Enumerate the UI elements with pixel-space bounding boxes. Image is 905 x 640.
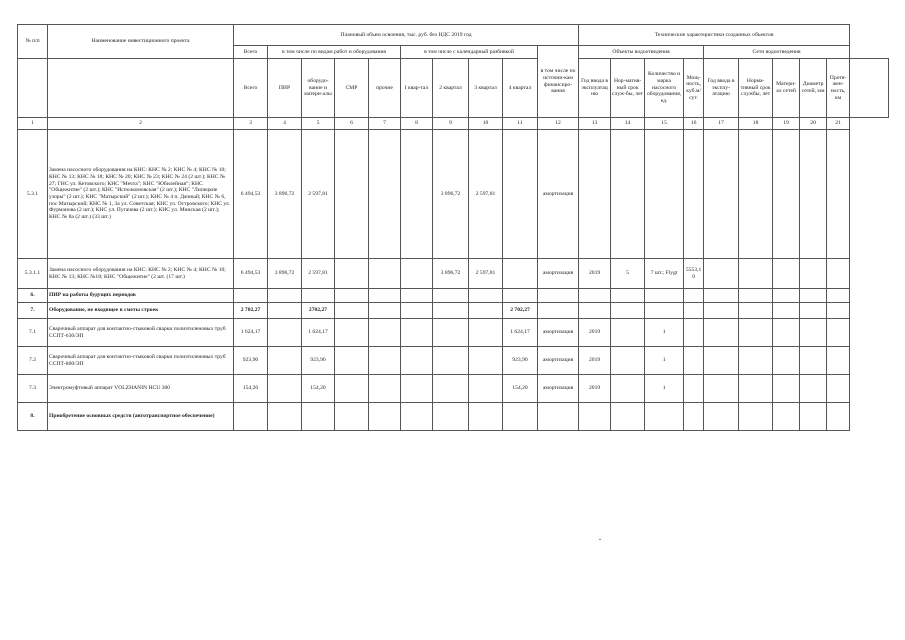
col-number: 11 <box>503 118 538 130</box>
row-source: амортизация <box>538 347 579 375</box>
row-q4: 1 624,17 <box>503 319 538 347</box>
row-q2: 3 896,72 <box>433 259 469 289</box>
q1-header: I квар-тал <box>401 59 433 118</box>
col-number: 16 <box>684 118 704 130</box>
row-num: 5.3.1.1 <box>18 259 48 289</box>
row-year: 2019 <box>579 259 611 289</box>
col-number: 5 <box>302 118 335 130</box>
row-pir: 3 896,72 <box>268 259 302 289</box>
col-number: 3 <box>234 118 268 130</box>
row-num: 7.1 <box>18 319 48 347</box>
by-quarter-header: в том числе с календарный разбивкой <box>401 46 538 59</box>
total-top-header: Всего <box>234 46 268 59</box>
q4-header: 4 квартал <box>503 59 538 118</box>
col-number: 9 <box>433 118 469 130</box>
sources-header: в том числе по источни-кам финансиро-вания <box>538 46 579 118</box>
row-name: Сварочный аппарат для контактно-стыковой сварки полиэтиленовых труб ССПТ-630/ЭП <box>48 319 234 347</box>
year-commission-header: Год ввода в эксплуатацию <box>579 59 611 118</box>
row-equipment: 923,90 <box>302 347 335 375</box>
col-number: 12 <box>538 118 579 130</box>
header-row-1 <box>18 25 889 46</box>
equipment-header: оборудо-вание и матери-алы <box>302 59 335 118</box>
capacity-header: Мощ-ность, куб.м/сут. <box>684 59 704 118</box>
row-q3: 2 597,81 <box>469 130 503 259</box>
row-source: амортизация <box>538 130 579 259</box>
norm-life2-header: Норма-тивный срок службы, лет <box>739 59 773 118</box>
plan-volume-header: Плановый объем освоения, тыс. руб. без НДС 2019 год <box>234 25 579 46</box>
col-number: 15 <box>645 118 684 130</box>
row-q2: 3 896,72 <box>433 130 469 259</box>
col-number: 17 <box>704 118 739 130</box>
by-work-type-header: в том числе по видам работ и оборудования <box>268 46 401 59</box>
row-qty: 1 <box>645 319 684 347</box>
row-num: 6. <box>18 289 48 303</box>
row-equipment: 2 597,81 <box>302 259 335 289</box>
row-name: Замена насосного оборудования на КНС: КНС № 2; КНС № 4; КНС № 10; КНС № 13; КНС № 18; КНС № 20; КНС № 23; КНС № 24 (2 шт.); КНС № 27; ГНС ул. Кетовского; КНС "Мечта"; КНС "Юбилейная"; КНС "Общежитие" (2 шт.); КНС "Исполкомовская" (2 шт.); КНС "Липецкие узоры" (2 шт.); КНС "Матырский" (2 шт.); КНС № 4 п. Дачный; КНС № 6, пос Матырский; КНС № 1, 3а ул. Советская; КНС ул. Островского; КНС ул. Фурманова (2 шт.); КНС ул. Пугачева (2 шт.); КНС ул. Минская (2 шт.); КНС № 8а (2 шт.) (33 шт.) <box>48 130 234 259</box>
col-number: 7 <box>369 118 401 130</box>
row-total: 923,90 <box>234 347 268 375</box>
row-equipment: 2 597,81 <box>302 130 335 259</box>
col-number: 2 <box>48 118 234 130</box>
row-name: Электромуфтовый аппарат VOLZHANIN HCU 300 <box>48 375 234 403</box>
row-year: 2019 <box>579 347 611 375</box>
row-capacity: 5553,10 <box>684 259 704 289</box>
row-name: Приобретение основных средств (автотранспортное обеспечение) <box>48 403 234 431</box>
row-q4: 2 702,27 <box>503 303 538 319</box>
row-num: 7. <box>18 303 48 319</box>
q2-header: 2 квартал <box>433 59 469 118</box>
table-row <box>18 347 889 375</box>
row-num: 7.2 <box>18 347 48 375</box>
col-header-num: № п/п <box>18 25 48 59</box>
diameter-header: Диаметр сетей, мм <box>800 59 827 118</box>
row-q4: 923,90 <box>503 347 538 375</box>
investment-table <box>17 24 889 431</box>
networks-header: Сети водоотведения <box>704 46 850 59</box>
row-source: амортизация <box>538 259 579 289</box>
table-row <box>18 303 889 319</box>
col-number: 14 <box>611 118 645 130</box>
table-row <box>18 403 889 431</box>
row-q3: 2 597,81 <box>469 259 503 289</box>
row-num: 5.3.1 <box>18 130 48 259</box>
q3-header: 3 квартал <box>469 59 503 118</box>
col-number: 20 <box>800 118 827 130</box>
row-pir: 3 896,72 <box>268 130 302 259</box>
row-qty: 1 <box>645 375 684 403</box>
qty-brand-header: Количество и марка насосного оборудования, ед. <box>645 59 684 118</box>
smr-header: СМР <box>335 59 369 118</box>
row-equipment: 154,20 <box>302 375 335 403</box>
row-qty: 1 <box>645 347 684 375</box>
row-qty: 7 шт.; Flygt <box>645 259 684 289</box>
row-year: 2019 <box>579 319 611 347</box>
year-commission2-header: Год ввода в эксплу-атацию <box>704 59 739 118</box>
row-source: амортизация <box>538 319 579 347</box>
table-row <box>18 130 889 259</box>
row-source: амортизация <box>538 375 579 403</box>
col-number: 4 <box>268 118 302 130</box>
column-number-row <box>18 118 889 130</box>
row-equipment: 2702,27 <box>302 303 335 319</box>
col-number: 18 <box>739 118 773 130</box>
row-total: 6 494,53 <box>234 259 268 289</box>
col-number: 19 <box>773 118 800 130</box>
col-number: 21 <box>827 118 850 130</box>
row-year: 2019 <box>579 375 611 403</box>
table-row <box>18 289 889 303</box>
row-life: 5 <box>611 259 645 289</box>
water-objects-header: Объекты водоотведения <box>579 46 704 59</box>
row-name: Оборудование, не входящее в сметы строек <box>48 303 234 319</box>
row-num: 7.3 <box>18 375 48 403</box>
total-header: Всего <box>234 59 268 118</box>
row-equipment: 1 624,17 <box>302 319 335 347</box>
row-name: ПИР на работы будущих периодов <box>48 289 234 303</box>
norm-life-header: Нор-матив-ный срок служ-бы, лет <box>611 59 645 118</box>
row-total: 154,20 <box>234 375 268 403</box>
col-number: 8 <box>401 118 433 130</box>
row-q4: 154,20 <box>503 375 538 403</box>
table-row <box>18 259 889 289</box>
row-total: 1 624,17 <box>234 319 268 347</box>
row-name: Сварочный аппарат для контактно-стыковой сварки полиэтиленовых труб ССПТ-800/ЭП <box>48 347 234 375</box>
pir-header: ПИР <box>268 59 302 118</box>
material-header: Матери-ал сетей <box>773 59 800 118</box>
col-header-name: Наименование инвестиционного проекта <box>48 25 234 59</box>
row-num: 8. <box>18 403 48 431</box>
col-number: 10 <box>469 118 503 130</box>
length-header: Протя-жен-ность, км <box>827 59 850 118</box>
col-number: 1 <box>18 118 48 130</box>
row-total: 2 702,27 <box>234 303 268 319</box>
col-number: 6 <box>335 118 369 130</box>
page-mark <box>599 539 601 540</box>
row-total: 6 494,53 <box>234 130 268 259</box>
other-header: прочие <box>369 59 401 118</box>
row-name: Замена насосного оборудования на КНС: КНС № 2; КНС № 4; КНС № 10; КНС № 13; КНС №18; КНС "Общежитие" (2 шт. (17 шт.) <box>48 259 234 289</box>
col-number: 13 <box>579 118 611 130</box>
tech-header: Технические характеристики созданных объектов <box>579 25 850 46</box>
table-row <box>18 375 889 403</box>
table-row <box>18 319 889 347</box>
